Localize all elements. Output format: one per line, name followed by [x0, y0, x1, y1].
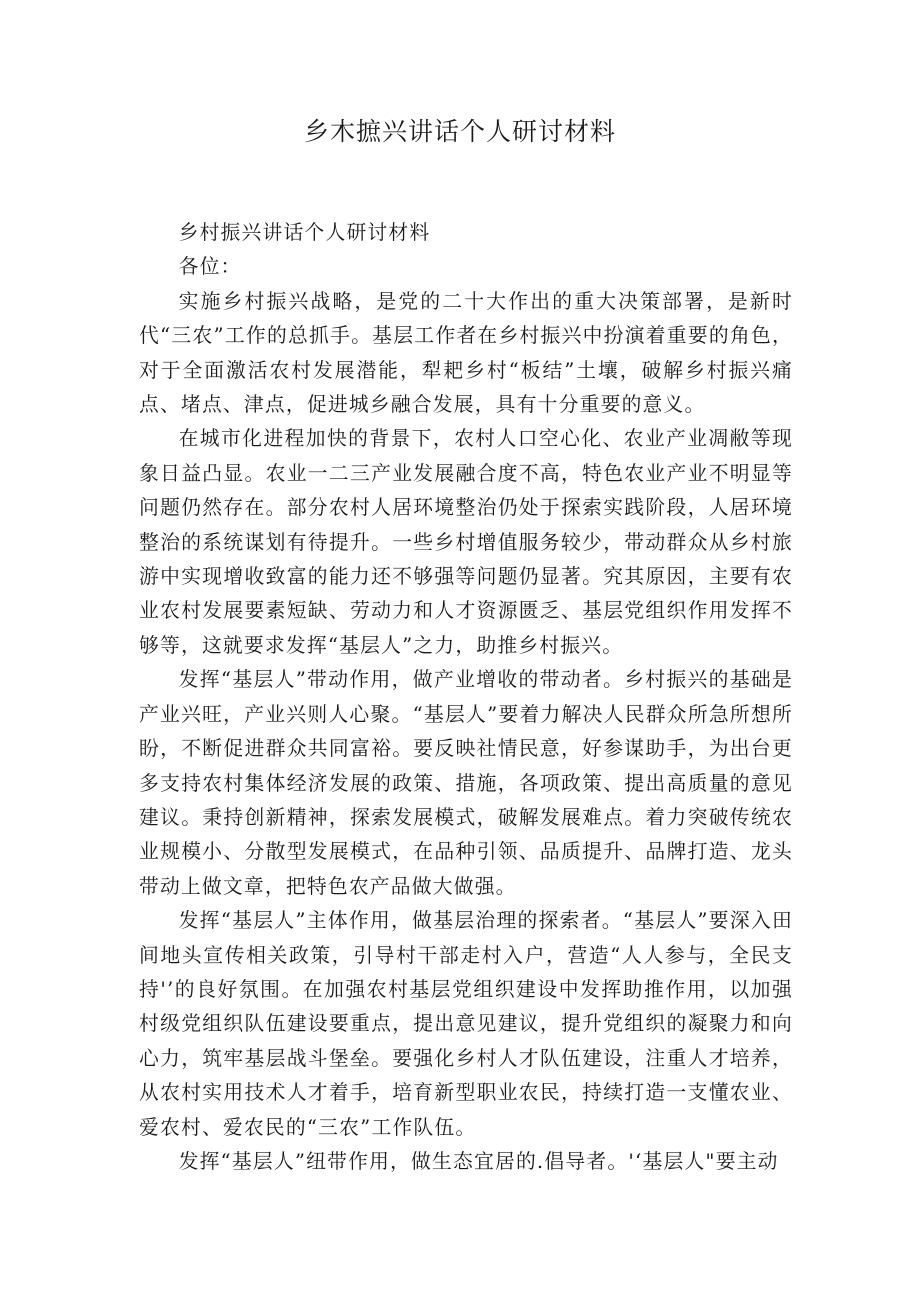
body-paragraph: 在城市化进程加快的背景下，农村人口空心化、农业产业凋敝等现象日益凸显。农业一二三产业发展融合度不高，特色农业产业不明显等问题仍然存在。部分农村人居环境整治仍处于探索实践阶段，人居环境整治的系统谋划有待提升。一些乡村增值服务较少，带动群众从乡村旅游中实现增收致富的能力还不够强等问题仍显著。究其原因，主要有农业农村发展要素短缺、劳动力和人才资源匮乏、基层党组织作用发挥不够等，这就要求发挥“基层人”之力，助推乡村振兴。: [139, 427, 793, 657]
document-title: 乡木摭兴讲话个人研讨材料: [303, 117, 616, 146]
salutation-paragraph: 各位：: [178, 255, 242, 279]
body-paragraph: 发挥“基层人”带动作用，做产业增收的带动者。乡村振兴的基础是产业兴旺，产业兴则人心聚。“基层人”要着力解决人民群众所急所想所盼，不断促进群众共同富裕。要反映社情民意，好参谋助手，为出台更多支持农村集体经济发展的政策、措施，各项政策、提出高质量的意见建议。秉持创新精神，探索发展模式，破解发展难点。着力突破传统农业规模小、分散型发展模式，在品种引领、品质提升、品牌打造、龙头带动上做文章，把特色农产品做大做强。: [139, 668, 793, 898]
body-paragraph: 发挥“基层人”纽带作用，做生态宜居的.倡导者。'‘基层人"要主动: [178, 1149, 779, 1173]
document-body: [139, 216, 793, 1179]
body-paragraph: 实施乡村振兴战略，是党的二十大作出的重大决策部署，是新时代“三农”工作的总抓手。基层工作者在乡村振兴中扮演着重要的角色，对于全面激活农村发展潜能，犁耙乡村“板结”土壤，破解乡村振兴痛点、堵点、津点，促进城乡融合发展，具有十分重要的意义。: [139, 289, 793, 417]
body-paragraph: 发挥“基层人”主体作用，做基层治理的探索者。“基层人”要深入田间地头宣传相关政策，引导村干部走村入户，营造“人人参与，全民支持'’的良好氛围。在加强农村基层党组织建设中发挥助推作用，以加强村级党组织队伍建设要重点，提出意见建议，提升党组织的凝聚力和向心力，筑牢基层战斗堡垒。要强化乡村人才队伍建设，注重人才培养，从农村实用技术人才着手，培育新型职业农民，持续打造一支懂农业、爱农村、爱农民的“三农”工作队伍。: [139, 909, 793, 1139]
subtitle-paragraph: 乡村振兴讲话个人研讨材料: [178, 221, 431, 244]
